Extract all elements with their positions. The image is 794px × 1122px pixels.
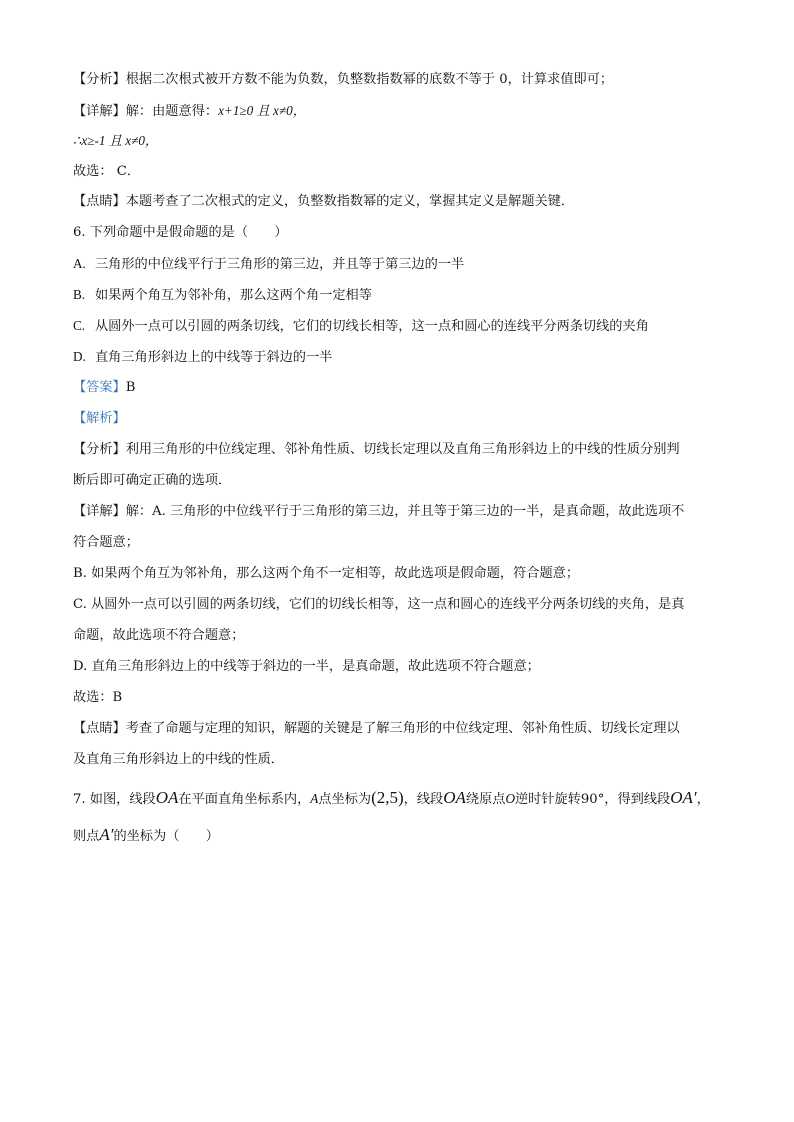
q5-therefore — [73, 132, 734, 151]
q6-choose: 故选：B — [73, 690, 123, 705]
q6-option-c — [73, 317, 734, 336]
q7-text-7: ， — [696, 792, 710, 807]
q5-comment: 【点睛】本题考查了二次根式的定义，负整数指数幂的定义，掌握其定义是解题关键． — [73, 194, 575, 209]
q5-analysis: 【分析】根据二次根式被开方数不能为负数，负整数指数幂的底数不等于 0，计算求值即可； — [73, 72, 614, 87]
q7-text-2: 在平面直角坐标系内， — [178, 792, 311, 807]
q6-option-d-letter: D. — [73, 349, 86, 364]
q6-detail-line5: 命题，故此选项不符合题意； — [73, 628, 245, 643]
q6-detail-line3: B. 如果两个角互为邻补角，那么这两个角不一定相等，故此选项是假命题，符合题意； — [73, 566, 580, 581]
q5-detail-label: 【详解】 — [73, 104, 126, 119]
q6-option-a-text: 三角形的中位线平行于三角形的第三边，并且等于第三边的一半 — [95, 257, 465, 272]
q7-segment-oa: OA — [155, 788, 179, 807]
q6-analysis-line2: 断后即可确定正确的选项． — [73, 473, 232, 488]
q6-answer-value: B — [125, 380, 136, 395]
q7-line2-post: 的坐标为（ ） — [113, 829, 219, 844]
q6-option-b — [73, 286, 734, 305]
q7-point-a-prime: A′ — [99, 825, 114, 844]
q6-analysis-label: 【解析】 — [73, 411, 126, 426]
q7-text-5: 绕原点 — [465, 792, 506, 807]
q7-line2-pre: 则点 — [73, 829, 100, 844]
q6-detail-line6: D. 直角三角形斜边上的中线等于斜边的一半，是真命题，故此选项不符合题意； — [73, 659, 540, 674]
q6-option-d — [73, 348, 734, 367]
q6-detail-line2: 符合题意； — [73, 535, 139, 550]
q7-stem-line2 — [73, 826, 734, 846]
q7-text-6: 逆时针旋转90°，得到线段 — [514, 792, 671, 807]
q6-option-a-letter: A. — [73, 256, 86, 271]
q6-comment-line1: 【点睛】考查了命题与定理的知识，解题的关键是了解三角形的中位线定理、邻补角性质、切线长定理以 — [73, 721, 680, 736]
q6-option-c-letter: C. — [73, 318, 86, 333]
q6-option-b-letter: B. — [73, 287, 86, 302]
q6-detail-line4: C. 从圆外一点可以引圆的两条切线，它们的切线长相等，这一点和圆心的连线平分两条切线的夹角，是真 — [73, 597, 685, 612]
q5-choose: 故选： C． — [73, 164, 141, 179]
q6-answer-label: 【答案】 — [73, 380, 126, 395]
q6-answer — [73, 379, 734, 397]
q7-point-a: A — [310, 791, 319, 806]
q7-text-3: 点坐标为 — [318, 792, 372, 807]
q6-stem: 6. 下列命题中是假命题的是（ ） — [73, 225, 288, 240]
q5-detail — [73, 102, 734, 121]
q7-text-4: ，线段 — [403, 792, 444, 807]
q7-coordinate: (2,5) — [371, 788, 404, 807]
q7-text-1: 7. 如图，线段 — [73, 792, 156, 807]
q6-comment-line2: 及直角三角形斜边上的中线的性质． — [73, 752, 284, 767]
q7-segment-oa-2: OA — [443, 788, 466, 807]
q5-therefore-text: ∴x≥-1 且 x≠0， — [73, 133, 159, 148]
q6-option-a — [73, 255, 734, 274]
q6-detail-line1: 【详解】解：A. 三角形的中位线平行于三角形的第三边，并且等于第三边的一半，是真命题，故此选项不 — [73, 504, 685, 519]
q6-option-d-text: 直角三角形斜边上的中线等于斜边的一半 — [95, 350, 333, 365]
q6-option-b-text: 如果两个角互为邻补角，那么这两个角一定相等 — [95, 288, 372, 303]
q7-origin: O — [505, 791, 515, 806]
q7-segment-oa-prime: OA′ — [670, 788, 697, 807]
q6-option-c-text: 从圆外一点可以引圆的两条切线，它们的切线长相等，这一点和圆心的连线平分两条切线的夹角 — [95, 319, 649, 334]
q7-stem-line1 — [73, 786, 734, 812]
q6-analysis-line1: 【分析】利用三角形的中位线定理、邻补角性质、切线长定理以及直角三角形斜边上的中线的性质分别判 — [73, 442, 680, 457]
q5-detail-text: 解：由题意得： — [125, 104, 219, 119]
q5-detail-math: x+1≥0 且 x≠0， — [218, 103, 306, 118]
